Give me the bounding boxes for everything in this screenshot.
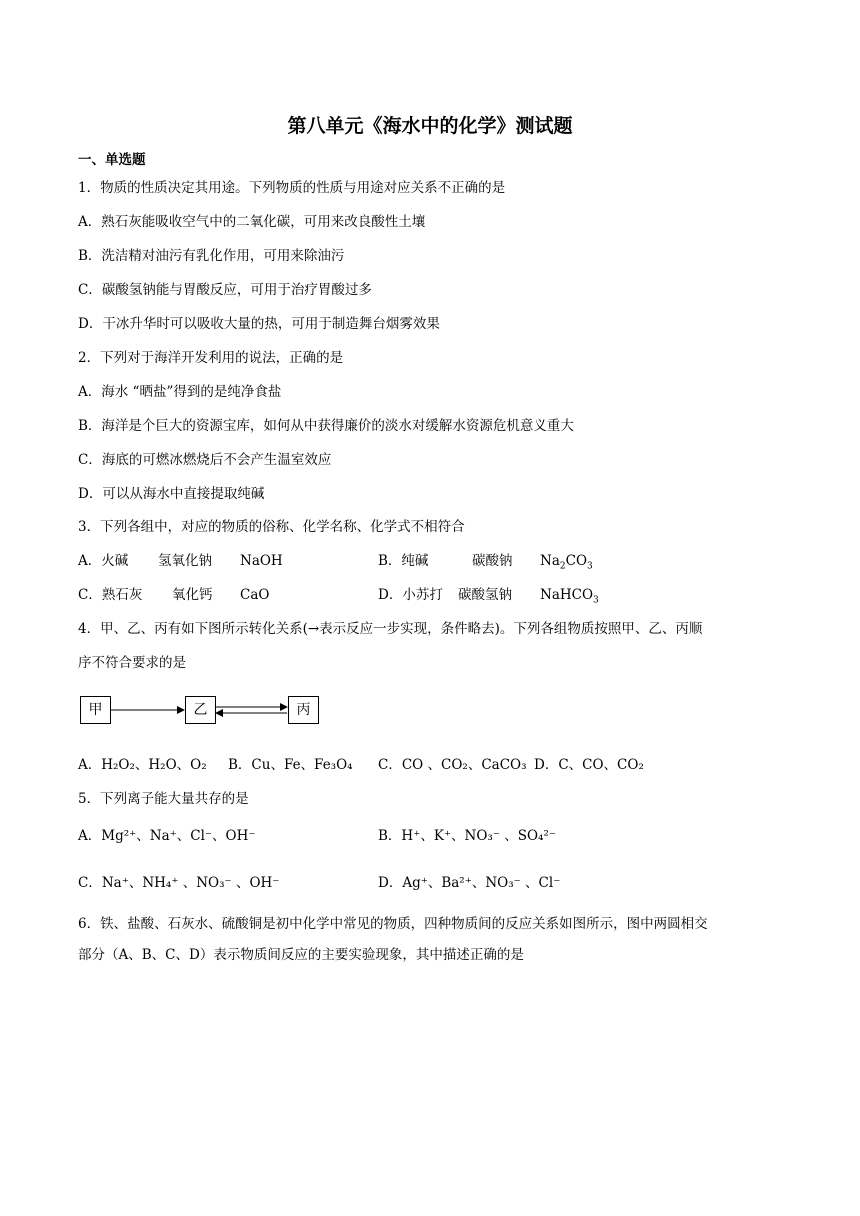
q1-option-b: B．洗洁精对油污有乳化作用，可用来除油污 — [78, 248, 345, 264]
q1-option-c: C．碳酸氢钠能与胃酸反应，可用于治疗胃酸过多 — [78, 282, 372, 298]
q3-option-a-name: 氢氧化钠 — [158, 553, 212, 569]
q5-option-c: C．Na⁺、NH₄⁺ 、NO₃⁻ 、OH⁻ — [78, 875, 280, 891]
q3-option-b-label: B．纯碱 — [378, 553, 429, 569]
q1-option-d: D．干冰升华时可以吸收大量的热，可用于制造舞台烟雾效果 — [78, 316, 440, 332]
q5-option-d: D．Ag⁺、Ba²⁺、NO₃⁻ 、Cl⁻ — [378, 875, 561, 891]
q3-option-d-formula — [540, 585, 599, 605]
diagram-box-yi: 乙 — [185, 696, 216, 724]
q3-option-c-formula: CaO — [240, 587, 270, 603]
q1-stem: 1．物质的性质决定其用途。下列物质的性质与用途对应关系不正确的是 — [78, 180, 506, 196]
q3-option-b-formula — [540, 551, 593, 571]
diagram-box-jia: 甲 — [80, 696, 111, 724]
q4-stem-line1: 4．甲、乙、丙有如下图所示转化关系(→表示反应一步实现，条件略去)。下列各组物质按照甲、乙、丙顺 — [78, 621, 703, 637]
q3-option-a-formula: NaOH — [240, 553, 283, 569]
q4-option-d: D．C、CO、CO₂ — [534, 757, 644, 773]
formula-subscript: 3 — [593, 595, 599, 606]
section-heading: 一、单选题 — [78, 152, 146, 168]
formula-subscript: 3 — [587, 561, 593, 572]
page-title: 第八单元《海水中的化学》测试题 — [287, 115, 573, 137]
q3-option-d-name: 碳酸氢钠 — [458, 587, 512, 603]
q3-stem: 3．下列各组中，对应的物质的俗称、化学名称、化学式不相符合 — [78, 519, 465, 535]
q4-option-b: B．Cu、Fe、Fe₃O₄ — [228, 757, 353, 773]
q3-option-c-label: C．熟石灰 — [78, 587, 143, 603]
formula-part: NaHCO — [540, 587, 594, 603]
q3-option-a-label: A．火碱 — [78, 553, 129, 569]
q6-line1: 6．铁、盐酸、石灰水、硫酸铜是初中化学中常见的物质，四种物质间的反应关系如图所示，图中两圆相交 — [78, 916, 708, 932]
q6-line2: 部分（A、B、C、D）表示物质间反应的主要实验现象，其中描述正确的是 — [78, 947, 524, 963]
q2-option-b: B．海洋是个巨大的资源宝库，如何从中获得廉价的淡水对缓解水资源危机意义重大 — [78, 418, 574, 434]
q3-option-d-label: D．小苏打 — [378, 587, 443, 603]
q3-option-b-name: 碳酸钠 — [472, 553, 513, 569]
q1-option-a: A．熟石灰能吸收空气中的二氧化碳，可用来改良酸性土壤 — [78, 214, 426, 230]
q4-option-c: C．CO 、CO₂、CaCO₃ — [378, 757, 527, 773]
q4-stem-line2: 序不符合要求的是 — [78, 655, 186, 671]
q2-option-a: A．海水 “晒盐”得到的是纯净食盐 — [78, 384, 282, 400]
formula-subscript: 2 — [559, 561, 566, 572]
q2-stem: 2．下列对于海洋开发利用的说法，正确的是 — [78, 350, 344, 366]
formula-part: CO — [565, 553, 588, 569]
q4-diagram — [80, 696, 320, 728]
q5-option-a: A．Mg²⁺、Na⁺、Cl⁻、OH⁻ — [78, 828, 256, 844]
q2-option-c: C．海底的可燃冰燃烧后不会产生温室效应 — [78, 452, 332, 468]
formula-part: Na — [540, 553, 560, 569]
diagram-box-bing: 丙 — [288, 696, 319, 724]
diagram-arrows — [80, 696, 320, 728]
q5-option-b: B．H⁺、K⁺、NO₃⁻ 、SO₄²⁻ — [378, 828, 557, 844]
q2-option-d: D．可以从海水中直接提取纯碱 — [78, 486, 265, 502]
q3-option-c-name: 氧化钙 — [172, 587, 213, 603]
q4-option-a: A．H₂O₂、H₂O、O₂ — [78, 757, 207, 773]
q5-stem: 5．下列离子能大量共存的是 — [78, 791, 249, 807]
